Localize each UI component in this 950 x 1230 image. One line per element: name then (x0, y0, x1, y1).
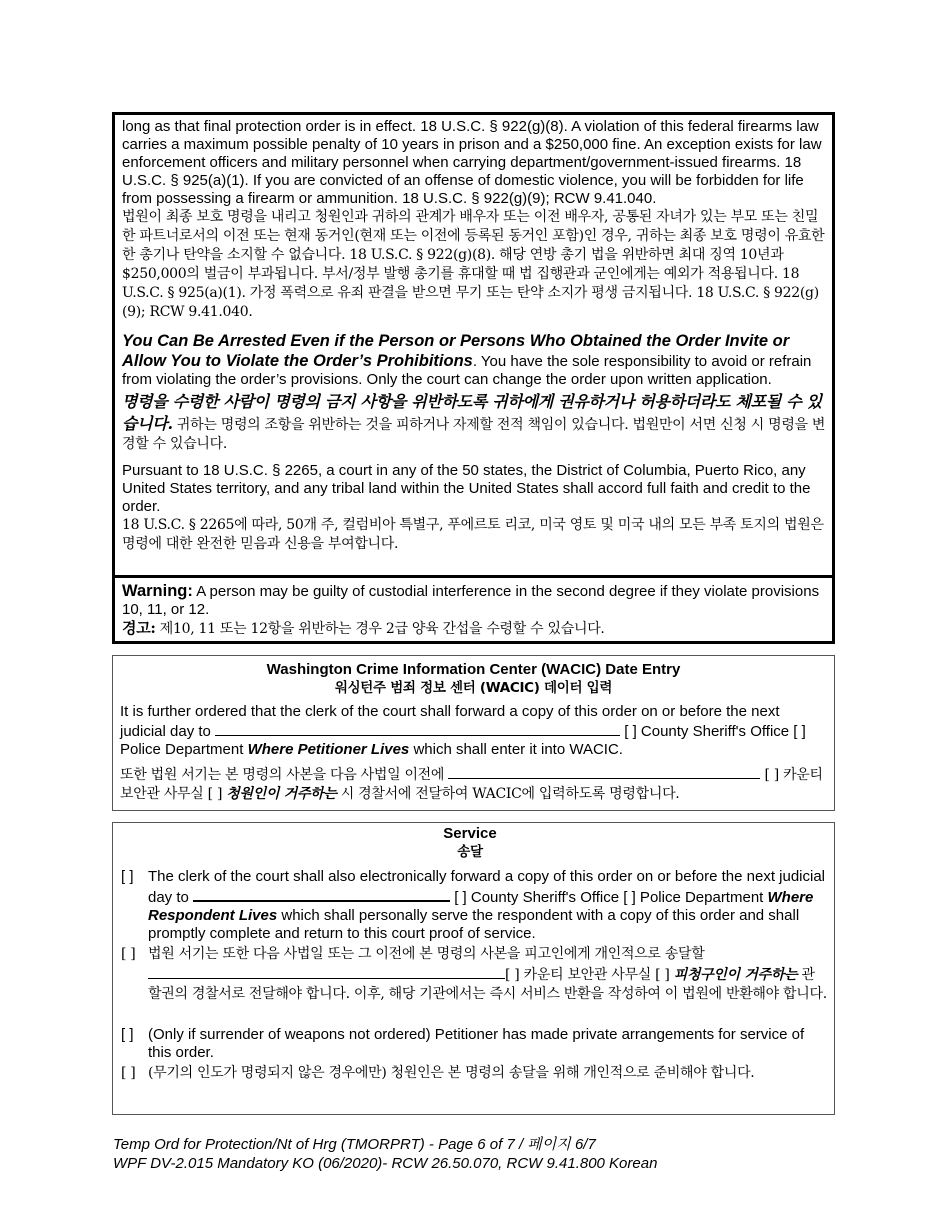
service-item-private-kr (113, 1064, 827, 1083)
service-private-kr-checkbox[interactable]: [ ] (121, 1065, 136, 1081)
firearms-en-text: long as that final protection order is in effect. 18 U.S.C. § 922(g)(8). A violation of this federal firearms law carries a maximum possible penalty of 10 years in prison and a $250,000 fine. An exception exists for law enforcement officers and military personnel when carrying department/government-issued firearms. 18 U.S.C. § 925(a)(1). If you are convicted of an offense of domestic violence, you will be forbidden for life from possessing a firearm or ammunition. 18 U.S.C. § 922(g)(9); RCW 9.41.040. (122, 118, 822, 207)
service-item1-kr-text-b: [ ] 카운티 보안관 사무실 [ ] (505, 967, 674, 983)
warning-kr-label: 경고: (122, 619, 156, 637)
service-electronic-kr-checkbox[interactable]: [ ] (121, 946, 136, 962)
service-box (112, 822, 835, 1115)
service-item1-en-text-b: [ ] County Sheriff's Office [ ] Police Department (450, 889, 768, 906)
footer-line-2: WPF DV-2.015 Mandatory KO (06/2020)- RCW 26.50.070, RCW 9.41.800 Korean (113, 1155, 658, 1172)
wacic-kr-text-3: 시 경찰서에 전달하여 WACIC에 입력하도록 명령합니다. (336, 786, 680, 802)
service-title-kr: 송달 (457, 844, 483, 860)
wacic-kr-text-1: 또한 법원 서기는 본 명령의 사본을 다음 사법일 이전에 (120, 767, 445, 783)
wacic-en-bold: Where Petitioner Lives (247, 741, 410, 758)
wacic-en-text-3: which shall enter it into WACIC. (409, 741, 623, 758)
warning-en-label: Warning: (122, 582, 193, 600)
wacic-kr-bold: 청원인이 거주하는 (226, 786, 337, 802)
service-item-electronic-kr (113, 945, 827, 1004)
firearms-kr-text: 법원이 최종 보호 명령을 내리고 청원인과 귀하의 관계가 배우자 또는 이전 배우자, 공통된 자녀가 있는 부모 또는 친밀한 파트너로서의 이전 또는 현재 동거인(현재 또는 이전에 등록된 동거인 포함)인 경우, 귀하는 최종 보호 명령이 유효한 한 총기나 탄약을 소지할 수 없습니다. 18 U.S.C. § 922(g)(8). 해당 연방 총기 법을 위반하면 최대 징역 10년과 $250,000의 벌금이 부과됩니다. 부서/정부 발행 총기를 휴대할 때 법 집행관과 군인에게는 예외가 적용됩니다. 18 U.S.C. § 925(a)(1). 가정 폭력으로 유죄 판결을 받으면 무기 또는 탄약 소지가 평생 금지됩니다. 18 U.S.C. § 922(g)(9); RCW 9.41.040. (122, 209, 825, 320)
wacic-kr-paragraph (120, 764, 827, 804)
firearms-notice-box (112, 112, 835, 578)
full-faith-en-text: Pursuant to 18 U.S.C. § 2265, a court in any of the 50 states, the District of Columbia, Puerto Rico, any United States territory, and any tribal land within the United States shall accord full faith and credit to the order. (122, 462, 811, 515)
wacic-box (112, 655, 835, 811)
service-item1-kr-bold: 피청구인이 거주하는 (673, 967, 798, 983)
service-private-checkbox[interactable]: [ ] (121, 1026, 134, 1043)
service-en-blank-field[interactable] (193, 886, 450, 902)
arrest-en-heading: You Can Be Arrested Even if the Person or Persons Who Obtained the Order Invite or Allow You to Violate the Order’s Prohibitions (122, 332, 790, 370)
page-footer (113, 1135, 657, 1173)
wacic-en-text-2: [ ] County Sheriff's Office [ ] Police Department (120, 723, 806, 758)
arrest-en-paragraph (122, 331, 826, 389)
warning-en-text: A person may be guilty of custodial interference in the second degree if they violate provisions 10, 11, or 12. (122, 583, 820, 618)
wacic-title-kr: 워싱턴주 범죄 정보 센터 (WACIC) 데이터 입력 (334, 680, 613, 696)
wacic-kr-text-2: [ ] 카운티 보안관 사무실 [ ] (120, 767, 823, 802)
wacic-en-text-1: It is further ordered that the clerk of the court shall forward a copy of this order on or before the next judicial day to (120, 703, 780, 740)
service-title-en: Service (443, 825, 497, 842)
service-item-private-en (113, 1026, 827, 1062)
service-kr-blank-field[interactable] (148, 964, 505, 979)
warning-en-paragraph (122, 582, 826, 619)
arrest-kr-body: 귀하는 명령의 조항을 위반하는 것을 피하거나 자제할 전적 책임이 있습니다. 법원만이 서면 신청 시 명령을 변경할 수 있습니다. (122, 417, 826, 452)
arrest-kr-paragraph (122, 391, 826, 454)
service-item1-en-text-a: The clerk of the court shall also electronically forward a copy of this order on or before the next judicial day to (148, 868, 826, 906)
wacic-en-paragraph (120, 703, 827, 759)
arrest-kr-heading: 명령을 수령한 사람이 명령의 금지 사항을 위반하도록 귀하에게 권유하거나 허용하더라도 체포될 수 있습니다. (122, 392, 822, 433)
service-item1-kr-text-a: 법원 서기는 또한 다음 사법일 또는 그 이전에 본 명령의 사본을 피고인에게 개인적으로 송달할 (148, 946, 705, 962)
service-item2-en-text: (Only if surrender of weapons not ordered) Petitioner has made private arrangements for service of this order. (148, 1026, 805, 1061)
service-item1-en-bold: Where Respondent Lives (148, 889, 814, 924)
full-faith-kr-text: 18 U.S.C. § 2265에 따라, 50개 주, 컬럼비아 특별구, 푸에르토 리코, 미국 영토 및 미국 내의 모든 부족 토지의 법원은 명령에 대한 완전한 믿음과 신용을 부여합니다. (122, 517, 824, 552)
wacic-en-blank-field[interactable] (215, 721, 620, 736)
warning-kr-text: 제10, 11 또는 12항을 위반하는 경우 2급 양육 간섭을 수령할 수 있습니다. (155, 621, 605, 637)
footer-line-1: Temp Ord for Protection/Nt of Hrg (TMORPRT) - Page 6 of 7 / 페이지 6/7 (113, 1136, 596, 1153)
service-electronic-checkbox[interactable]: [ ] (121, 868, 134, 885)
service-item1-kr-text-c: 관할권의 경찰서로 전달해야 합니다. 이후, 해당 기관에서는 즉시 서비스 반환을 작성하여 이 법원에 반환해야 합니다. (148, 967, 827, 1002)
service-item-electronic-en (113, 868, 827, 943)
warning-kr-paragraph (122, 619, 826, 639)
warning-box (112, 575, 835, 644)
wacic-kr-blank-field[interactable] (448, 764, 760, 779)
wacic-title-en: Washington Crime Information Center (WACIC) Date Entry (266, 661, 681, 678)
service-item2-kr-text: (무기의 인도가 명령되지 않은 경우에만) 청원인은 본 명령의 송달을 위해 개인적으로 준비해야 합니다. (148, 1065, 755, 1081)
arrest-en-body: . You have the sole responsibility to avoid or refrain from violating the order’s provisions. Only the court can change the order upon written application. (122, 353, 812, 388)
service-item1-en-text-c: which shall personally serve the respondent with a copy of this order and shall promptly complete and return to this court proof of service. (148, 907, 800, 942)
